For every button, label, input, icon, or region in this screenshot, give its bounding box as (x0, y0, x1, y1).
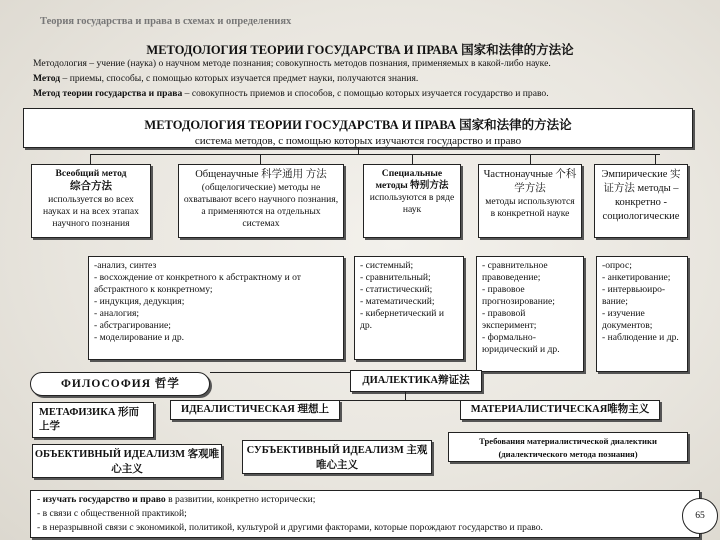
page-title: МЕТОДОЛОГИЯ ТЕОРИИ ГОСУДАРСТВА И ПРАВА 国家和法律的方法论 (146, 43, 574, 57)
connector-line (655, 154, 656, 164)
category-particular (478, 164, 582, 238)
list-particular-methods (476, 256, 584, 372)
definition-methodology: Методология – учение (наука) о научном методе познания; совокупность методов познания, применяемых в какой-либо науке. (33, 58, 551, 69)
connector-line (90, 154, 660, 155)
subjective-idealism-label: СУБЪЕКТИВНЫЙ ИДЕАЛИЗМ 主观唯心主义 (246, 445, 428, 471)
list-item: - кибернетический и др. (360, 308, 444, 331)
method-system-box (23, 108, 693, 148)
list-item: - анкетирование; (602, 272, 671, 283)
list-special-methods (354, 256, 464, 360)
list-item: - правовой эксперимент; (482, 308, 537, 331)
subjective-idealism-box (242, 440, 432, 474)
header-title: Теория государства и права в схемах и определениях (40, 16, 292, 27)
metaphysics-label: МЕТАФИЗИКА 形而上学 (39, 407, 140, 432)
philosophy-box (30, 372, 210, 396)
list-item: - формально-юридический и др. (482, 332, 560, 355)
list-empirical-methods (596, 256, 688, 372)
list-item: - правовое прогнозирование; (482, 284, 555, 307)
definition-method: Метод – приемы, способы, с помощью которых изучается предмет науки, получаются знания. (33, 73, 419, 84)
category-universal-method (31, 164, 151, 238)
category-body: используется во всех науках и на всех этапах научного познания (43, 194, 139, 229)
materialistic-box (460, 400, 660, 420)
connector-line (210, 372, 350, 373)
requirements-box (448, 432, 688, 462)
list-item: - восхождение от конкретного к абстрактному и от абстрактного к конкретному; (94, 272, 301, 295)
list-item: - интервьюиро-вание; (602, 284, 666, 307)
dialectics-box (350, 370, 482, 392)
list-item: - индукция, дедукция; (94, 296, 185, 307)
dialectics-label: ДИАЛЕКТИКА辩证法 (362, 375, 470, 386)
list-item: - сравнительный; (360, 272, 431, 283)
philosophy-label: ФИЛОСОФИЯ 哲学 (61, 378, 180, 390)
requirement-item: - изучать государство и право в развитии, конкретно исторически; (37, 494, 316, 505)
page-number: 65 (682, 498, 718, 534)
objective-idealism-label: ОБЪЕКТИВНЫЙ ИДЕАЛИЗМ 客观唯心主义 (34, 449, 220, 475)
category-title: Общенаучные 科学通用 方法 (195, 169, 327, 180)
connector-line (530, 154, 531, 164)
list-item: - сравнительное правоведение; (482, 260, 548, 283)
idealistic-box (170, 400, 340, 420)
category-body: используются в ряде наук (369, 192, 455, 215)
category-special (363, 164, 461, 238)
materialistic-label: МАТЕРИАЛИСТИЧЕСКАЯ唯物主义 (470, 404, 650, 415)
category-body: (общелогические) методы не охватывают всего научного познания, а применяются на отдельных системах (183, 182, 339, 229)
connector-line (90, 154, 91, 164)
category-title: Специальные методы 特别方法 (375, 168, 449, 191)
category-general-scientific (178, 164, 344, 238)
list-item: - системный; (360, 260, 414, 271)
list-item: - изучение документов; (602, 308, 653, 331)
list-item: - математический; (360, 296, 435, 307)
connector-line (340, 400, 460, 401)
requirement-item: - в неразрывной связи с экономикой, политикой, культурой и другими факторами, которые порождают государство и право. (37, 522, 543, 533)
connector-line (260, 154, 261, 164)
requirements-label: Требования материалистической диалектики (диалектического метода познания) (479, 436, 657, 459)
category-body: методы используются в конкретной науке (485, 196, 575, 219)
category-title: Всеобщий метод (55, 168, 127, 179)
list-item: - статистический; (360, 284, 433, 295)
category-title: Частнонаучные 个科学方法 (483, 169, 577, 194)
method-system-title: МЕТОДОЛОГИЯ ТЕОРИИ ГОСУДАРСТВА И ПРАВА 国家和法律的方法论 (144, 118, 572, 132)
connector-line (405, 392, 406, 400)
definitions-block (33, 56, 703, 101)
list-item: -опрос; (602, 260, 632, 271)
list-item: - моделирование и др. (94, 332, 185, 343)
idealistic-label: ИДЕАЛИСТИЧЕСКАЯ 理想上 (181, 404, 329, 415)
list-item: -анализ, синтез (94, 260, 157, 271)
method-system-subtitle: система методов, с помощью которых изучаются государство и право (194, 135, 522, 147)
connector-line (412, 154, 413, 164)
metaphysics-box (32, 402, 154, 438)
category-title: Эмпирические 实证方法 методы – конкретно - социологические (601, 169, 681, 222)
list-item: - абстрагирование; (94, 320, 171, 331)
category-subtitle: 综合方法 (70, 181, 112, 192)
list-item: - аналогия; (94, 308, 140, 319)
list-general-methods (88, 256, 344, 360)
requirement-item: - в связи с общественной практикой; (37, 508, 187, 519)
list-item: - наблюдение и др. (602, 332, 679, 343)
objective-idealism-box (32, 444, 222, 478)
definition-method-tgp: Метод теории государства и права – совокупность приемов и способов, с помощью которых изучается государство и право. (33, 88, 549, 99)
category-empirical (594, 164, 688, 238)
requirements-list (30, 490, 700, 538)
